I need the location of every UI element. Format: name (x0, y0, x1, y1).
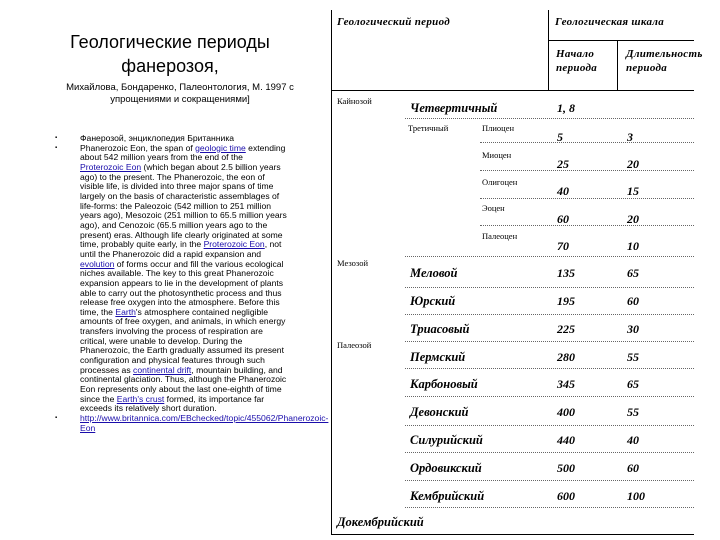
row-separator (405, 425, 694, 427)
source-citation: Михайлова, Бондаренко, Палеонтология, М. 1997 с упрощениями и сокращениями] (66, 82, 294, 105)
carboniferous-duration: 65 (627, 377, 639, 391)
epoch-miocene: Миоцен (482, 150, 512, 160)
link-continental-drift[interactable]: continental drift (133, 364, 192, 375)
permian-duration: 55 (627, 350, 639, 364)
pliocene-start: 5 (557, 130, 563, 144)
miocene-start: 25 (557, 157, 569, 171)
silurian-start: 440 (557, 433, 575, 447)
desc-text: 's atmosphere contained negligible amounts of free oxygen, and animals, in which energy transfers involving the process of respiration are critical, were unable to develop. During the Phanerozoic, the Earth gradually assumed its present configuration and physical features through such processes as (80, 306, 286, 375)
pliocene-duration: 3 (627, 130, 633, 144)
row-separator (405, 118, 694, 120)
header-start: Начало периода (556, 48, 598, 74)
desc-text: of forms occur and fill the various ecological niches available. The key to this great Phanerozoic expansion appears to lie in the development of plants able to carry out the photosynthetic process and thus release free oxygen into the atmosphere. Before this time, the (80, 258, 284, 317)
triassic-duration: 30 (627, 322, 639, 336)
permian-start: 280 (557, 350, 575, 364)
header-duration: Длительность периода (626, 48, 703, 74)
quaternary-start: 1, 8 (557, 101, 575, 115)
header-period: Геологический период (337, 16, 450, 28)
table-divider-scale (548, 10, 549, 90)
row-separator (405, 341, 694, 343)
desc-text: formed, its importance far exceeds its relatively short duration. (80, 393, 265, 414)
desc-text: (which began about 2.5 billion years ago) to the present. The Phanerozoic, the eon of visible life, is divided into three major spans of time largely on the basis of characteristic assemblages of life-forms: the Paleozoic (542 million to 251 million years ago), Mesozoic (251 million to 65.5 million years ago), and Cenozoic (65.5 million years ago to the present) eras. Although life clearly originated at some time, probably quite early, in the (80, 161, 287, 250)
row-separator (405, 256, 694, 258)
desc-text: , mountain building, and continental glaciation. Thus, although the Phanerozoic Eon represents only about the last one-eighth of time since the (80, 364, 287, 404)
page-title: Геологические периоды фанерозоя, (70, 32, 270, 76)
eocene-duration: 20 (627, 212, 639, 226)
devonian-duration: 55 (627, 405, 639, 419)
era-paleozoic: Палеозой (337, 340, 372, 350)
epoch-eocene: Эоцен (482, 203, 505, 213)
period-cambrian: Кембрийский (410, 489, 485, 503)
desc-text: , not until the Phanerozoic did a rapid expansion and (80, 239, 282, 259)
row-separator (405, 287, 694, 289)
row-separator (480, 142, 694, 144)
period-quaternary: Четвертичный (410, 101, 498, 115)
era-cenozoic: Кайнозой (337, 96, 372, 106)
bullet-text: Фанерозой, энциклопедия Британника (80, 133, 235, 143)
period-permian: Пермский (410, 350, 466, 364)
link-proterozoic-eon[interactable]: Proterozoic Eon (203, 239, 265, 250)
ordovician-duration: 60 (627, 461, 639, 475)
link-earths-crust[interactable]: Earth's crust (116, 393, 165, 404)
oligocene-duration: 15 (627, 184, 639, 198)
table-rule-bottom (331, 534, 694, 535)
table-divider-duration (617, 40, 618, 90)
period-cretaceous: Меловой (410, 266, 458, 280)
carboniferous-start: 345 (557, 377, 575, 391)
link-proterozoic-eon[interactable]: Proterozoic Eon (80, 161, 142, 172)
period-ordovician: Ордовикский (410, 461, 482, 475)
desc-text: Phanerozoic Eon, the span of (80, 142, 196, 153)
link-geologic-time[interactable]: geologic time (195, 142, 246, 153)
row-separator (480, 170, 694, 172)
epoch-oligocene: Олигоцен (482, 177, 518, 187)
link-earth[interactable]: Earth (115, 306, 136, 317)
period-triassic: Триасовый (410, 322, 470, 336)
row-separator (405, 314, 694, 316)
triassic-start: 225 (557, 322, 575, 336)
cambrian-duration: 100 (627, 489, 645, 503)
period-devonian: Девонский (410, 405, 469, 419)
epoch-pliocene: Плиоцен (482, 123, 515, 133)
paleocene-duration: 10 (627, 239, 639, 253)
row-separator (405, 507, 694, 509)
jurassic-duration: 60 (627, 294, 639, 308)
link-evolution[interactable]: evolution (80, 258, 115, 269)
era-mesozoic: Мезозой (337, 258, 368, 268)
ordovician-start: 500 (557, 461, 575, 475)
cambrian-start: 600 (557, 489, 575, 503)
row-separator (405, 480, 694, 482)
table-border-left (331, 10, 332, 534)
header-rule-scale (548, 40, 694, 41)
header-scale: Геологическая шкала (555, 16, 665, 28)
bullet-source-url (55, 413, 329, 433)
cretaceous-duration: 65 (627, 266, 639, 280)
jurassic-start: 195 (557, 294, 575, 308)
bullet-list (55, 133, 329, 433)
epoch-paleocene: Палеоцен (482, 231, 518, 241)
link-britannica-url[interactable]: http://www.britannica.com/EBchecked/topic/455062/Phanerozoic-Eon (80, 413, 329, 433)
miocene-duration: 20 (627, 157, 639, 171)
paleocene-start: 70 (557, 239, 569, 253)
period-precambrian: Докембрийский (337, 515, 424, 529)
silurian-duration: 40 (627, 433, 639, 447)
row-separator (405, 396, 694, 398)
period-silurian: Силурийский (410, 433, 483, 447)
period-tertiary: Третичный (408, 123, 449, 133)
row-separator (480, 225, 694, 227)
eocene-start: 60 (557, 212, 569, 226)
header-rule-bottom (331, 90, 694, 91)
period-carboniferous: Карбоновый (410, 377, 478, 391)
row-separator (405, 452, 694, 454)
row-separator (480, 198, 694, 200)
cretaceous-start: 135 (557, 266, 575, 280)
desc-text: extending about 542 million years from the end of the (80, 142, 286, 163)
bullet-phanerozoic-description (55, 144, 287, 414)
oligocene-start: 40 (557, 184, 569, 198)
row-separator (405, 368, 694, 370)
period-jurassic: Юрский (410, 294, 456, 308)
devonian-start: 400 (557, 405, 575, 419)
